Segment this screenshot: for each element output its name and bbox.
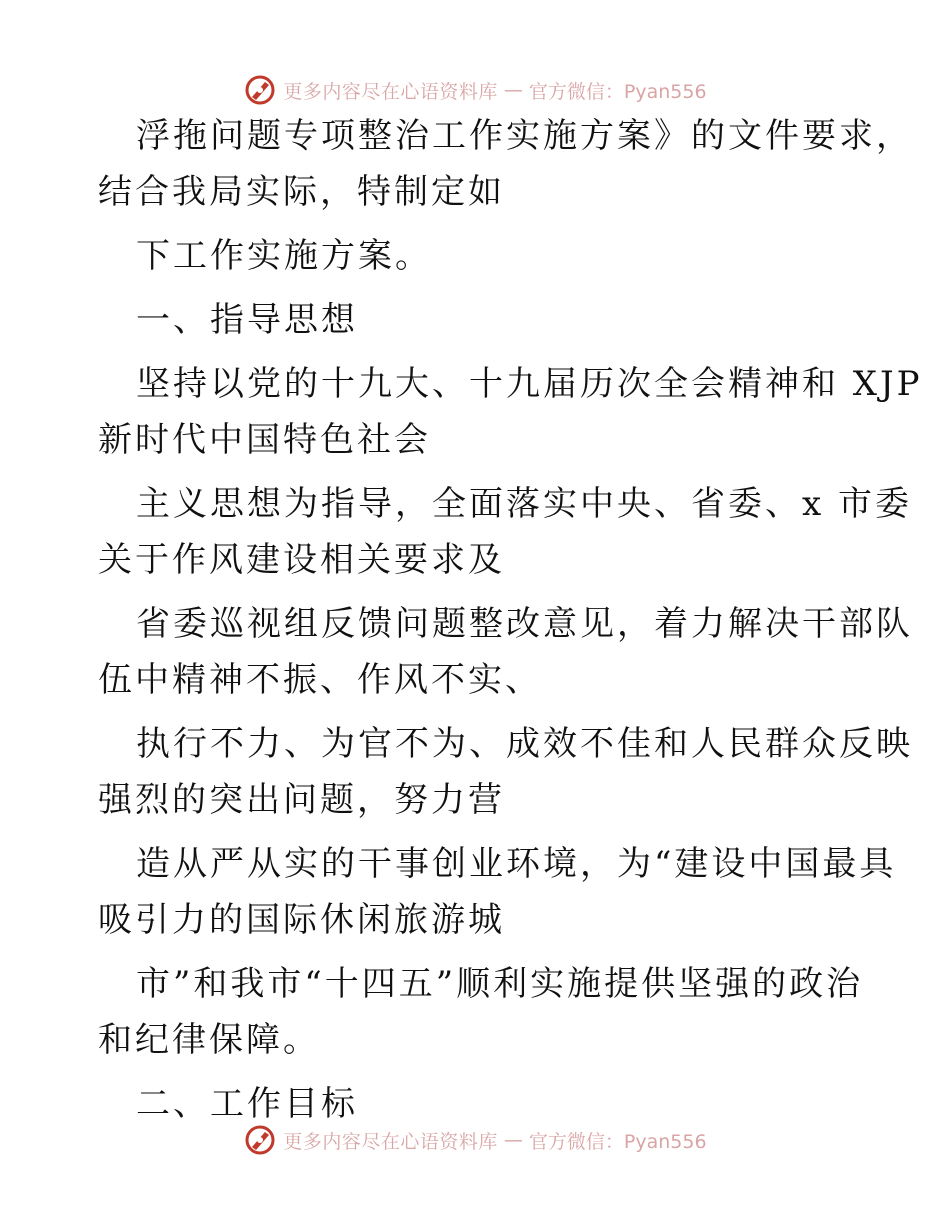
paragraph-line: 关于作风建设相关要求及 <box>98 540 505 580</box>
header-watermark <box>0 70 950 110</box>
paragraph-line: 强烈的突出问题，努力营 <box>98 780 505 820</box>
watermark-wechat-text: 官方微信：Pyan556 <box>528 80 707 103</box>
section-heading: 一、指导思想 <box>136 300 358 340</box>
paragraph-line: 执行不力、为官不为、成效不佳和人民群众反映 <box>136 724 913 764</box>
pen-circle-icon <box>243 1123 277 1157</box>
watermark-brand-text: 更多内容尽在心语资料库 <box>283 1130 498 1153</box>
paragraph-line: 伍中精神不振、作风不实、 <box>98 660 542 700</box>
paragraph-line: 下工作实施方案。 <box>136 236 432 276</box>
paragraph-line: 结合我局实际，特制定如 <box>98 172 505 212</box>
paragraph-line: 省委巡视组反馈问题整改意见，着力解决干部队 <box>136 604 913 644</box>
paragraph-line: 坚持以党的十九大、十九届历次全会精神和 XJP <box>136 364 923 404</box>
paragraph-line: 和纪律保障。 <box>98 1020 320 1060</box>
watermark-separator: — <box>503 1129 523 1151</box>
paragraph-line: 新时代中国特色社会 <box>98 420 431 460</box>
pen-circle-icon <box>243 73 277 107</box>
watermark-brand-text: 更多内容尽在心语资料库 <box>283 80 498 103</box>
section-heading: 二、工作目标 <box>136 1084 358 1124</box>
document-body <box>98 116 923 1124</box>
paragraph-line: 吸引力的国际休闲旅游城 <box>98 900 505 940</box>
paragraph-line: 市”和我市“十四五”顺利实施提供坚强的政治 <box>136 964 864 1004</box>
footer-watermark <box>0 1120 950 1160</box>
paragraph-line: 造从严从实的干事创业环境，为“建设中国最具 <box>136 844 897 884</box>
paragraph-line: 浮拖问题专项整治工作实施方案》的文件要求， <box>136 116 913 156</box>
paragraph-line: 主义思想为指导，全面落实中央、省委、x 市委 <box>136 484 912 524</box>
watermark-separator: — <box>503 79 523 101</box>
watermark-wechat-text: 官方微信：Pyan556 <box>528 1130 707 1153</box>
